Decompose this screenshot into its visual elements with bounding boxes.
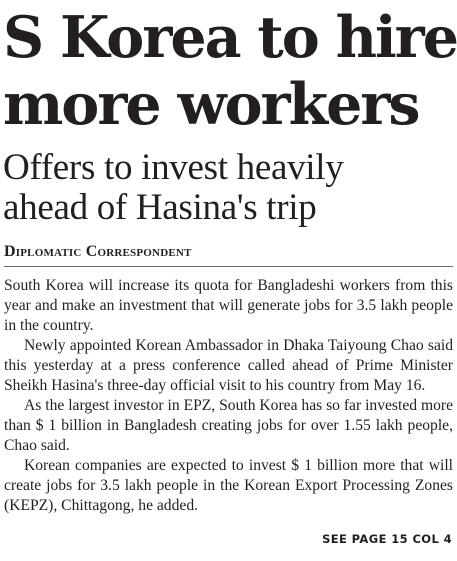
- body-paragraph: South Korea will increase its quota for Bangladeshi workers from this year and make an investment that will generate jobs for 3.5 lakh people in the country.: [4, 277, 453, 334]
- body-paragraph: Korean companies are expected to invest $ 1 billion more that will create jobs for 3.5 lakh people in the Korean Export Processing Zones (KEPZ), Chittagong, he added.: [4, 457, 453, 514]
- subheadline-line: ahead of Hasina's trip: [3, 187, 317, 228]
- headline-line: more workers: [3, 71, 419, 138]
- body-paragraph: Newly appointed Korean Ambassador in Dhaka Taiyoung Chao said this yesterday at a press conference called ahead of Prime Minister Sheikh Hasina's three-day official visit to his country from May 16.: [4, 337, 453, 394]
- continuation-jump-line: SEE PAGE 15 COL 4: [322, 532, 452, 546]
- body-paragraph: As the largest investor in EPZ, South Korea has so far invested more than $ 1 billion in Bangladesh creating jobs for over 1.55 lakh people, Chao said.: [4, 397, 453, 454]
- headline: [3, 4, 455, 138]
- headline-line: S Korea to hire: [3, 4, 457, 71]
- byline: Diplomatic Correspondent: [4, 243, 192, 260]
- subheadline-line: Offers to invest heavily: [3, 147, 344, 188]
- article-body: [4, 276, 453, 516]
- byline-divider: [4, 266, 453, 267]
- subheadline: [3, 148, 455, 228]
